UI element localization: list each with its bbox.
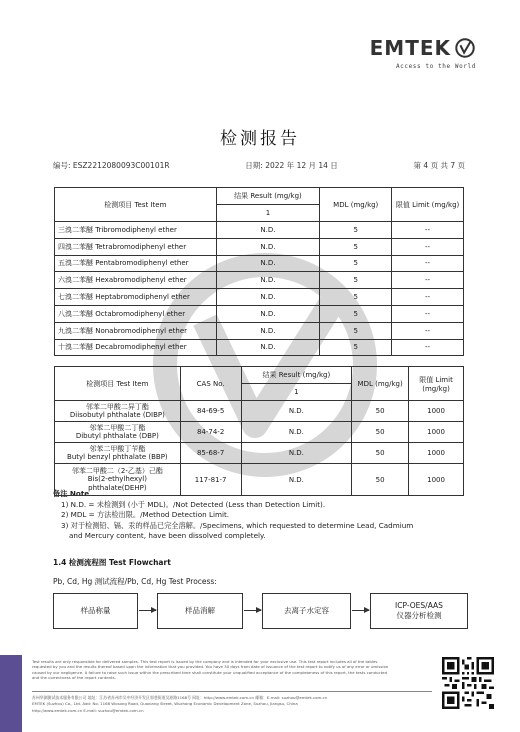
- result-cell: N.D.: [241, 443, 352, 464]
- header-mdl: MDL (mg/kg): [352, 367, 409, 401]
- footer-divider: [32, 691, 432, 692]
- footer-accent-bar: [0, 655, 22, 732]
- result-cell: N.D.: [241, 464, 352, 496]
- limit-cell: --: [392, 222, 464, 239]
- result-cell: N.D.: [216, 255, 320, 272]
- header-mdl: MDL (mg/kg): [320, 188, 392, 222]
- note-item: 2) MDL = 方法检出限。/Method Detection Limit.: [61, 510, 230, 519]
- header-cas: CAS No.: [180, 367, 241, 401]
- qr-code-icon: [442, 657, 494, 709]
- limit-cell: --: [392, 339, 464, 356]
- flowchart-title: 1.4 检测流程图 Test Flowchart: [53, 558, 171, 567]
- test-flowchart: [53, 593, 468, 633]
- result-cell: N.D.: [216, 339, 320, 356]
- table-row: [55, 464, 464, 496]
- limit-cell: --: [392, 322, 464, 339]
- result-cell: N.D.: [216, 238, 320, 255]
- table-row: [55, 222, 464, 239]
- mdl-cell: 50: [352, 443, 409, 464]
- flow-arrow: [244, 610, 261, 611]
- result-cell: N.D.: [216, 289, 320, 306]
- mdl-cell: 5: [320, 339, 392, 356]
- header-limit: 限值 Limit (mg/kg): [392, 188, 464, 222]
- test-item-cell: [55, 464, 181, 496]
- mdl-cell: 50: [352, 464, 409, 496]
- header-test-item: 检测项目 Test Item: [55, 367, 181, 401]
- flow-arrow: [139, 610, 156, 611]
- item-name-cn: 邻苯二甲酸二异丁酯: [85, 402, 149, 411]
- mdl-cell: 5: [320, 238, 392, 255]
- footer-disclaimer: Test results are only responsible for delivered samples. This test report is issued by the company and is intended for your exclusive use. This test report includes all of the tables requested by you and the results thereof based upon the information that you provided. You have 30 days from date of issuance of the test report to notify us of any error or omission caused by our negligence. A failure to raise such issue within the prescribed time shall constitute your unqualified acceptance of the completeness of this report, the tests conducted and the correctness of the report contents.: [32, 659, 389, 681]
- limit-cell: --: [392, 238, 464, 255]
- table-row: [55, 305, 464, 322]
- report-number: 编号: ESZ2212080093C00101R: [53, 161, 170, 170]
- table-row: [55, 255, 464, 272]
- test-item-cell: 四溴二苯醚 Tetrabromodiphenyl ether: [55, 238, 217, 255]
- test-item-cell: [55, 401, 181, 422]
- test-item-cell: 九溴二苯醚 Nonabromodiphenyl ether: [55, 322, 217, 339]
- limit-cell: --: [392, 255, 464, 272]
- mdl-cell: 50: [352, 401, 409, 422]
- test-item-cell: [55, 443, 181, 464]
- flow-step-digestion: 样品消解: [157, 593, 243, 629]
- mdl-cell: 5: [320, 322, 392, 339]
- brand-name: EMTEK: [369, 36, 451, 60]
- brand-tagline: Access to the World: [395, 63, 476, 70]
- process-label: Pb, Cd, Hg 测试流程/Pb, Cd, Hg Test Process:: [53, 577, 217, 586]
- test-item-cell: [55, 422, 181, 443]
- limit-cell: 1000: [409, 443, 464, 464]
- page-title: 检测报告: [220, 129, 300, 149]
- test-item-cell: 五溴二苯醚 Pentabromodiphenyl ether: [55, 255, 217, 272]
- cas-cell: 84-74-2: [180, 422, 241, 443]
- header-result-sample: 1: [241, 384, 352, 401]
- flow-step-weighing: 样品称量: [53, 593, 138, 629]
- limit-cell: --: [392, 289, 464, 306]
- table-row: [55, 339, 464, 356]
- result-cell: N.D.: [216, 322, 320, 339]
- note-item: 1) N.D. = 未检测到 (小于 MDL)。/Not Detected (Less than Detection Limit).: [61, 499, 326, 509]
- mdl-cell: 5: [320, 305, 392, 322]
- phthalate-results-table: [54, 366, 464, 496]
- header-logo: [326, 36, 476, 70]
- checkmark-logo-icon: [454, 37, 476, 59]
- mdl-cell: 5: [320, 255, 392, 272]
- mdl-cell: 5: [320, 272, 392, 289]
- item-name-en: Bis(2-ethylhexyl) phthalate(DEHP): [87, 475, 147, 492]
- report-date: 日期: 2022 年 12 月 14 日: [245, 161, 338, 170]
- mdl-cell: 5: [320, 289, 392, 306]
- cas-cell: 85-68-7: [180, 443, 241, 464]
- table-row: [55, 443, 464, 464]
- limit-cell: --: [392, 305, 464, 322]
- footer-contact: 苏州华测测试技术服务有限公司 地址：江苏省苏州市吴中经济开发区郭巷街道吴淞路1168号 网址：http://www.emtek.com.cn 邮箱：E-mail: suzhou@emtek.com.cn EMTEK (Suzhou) Co., Ltd. Add: No. 1168 Wusong Road, Guoxiang Street, Wuzhong Economic Development Zone, Suzhou, Jiangsu, China http://www.emtek.com.cn E-mail: suzhou@emtek.com.cn: [32, 695, 328, 713]
- table-row: [55, 322, 464, 339]
- notes-section: [53, 489, 413, 542]
- flow-arrow: [352, 610, 369, 611]
- limit-cell: 1000: [409, 422, 464, 443]
- item-name-cn: 邻苯二甲酸二丁酯: [89, 423, 146, 432]
- header-limit: 限值 Limit (mg/kg): [409, 367, 464, 401]
- page-footer: [0, 655, 520, 732]
- notes-heading: 备注 Note: [53, 489, 90, 498]
- flow-step-instrument-analysis: ICP-OES/AAS 仪器分析检测: [370, 593, 468, 629]
- page-number: 第 4 页 共 7 页: [413, 161, 465, 170]
- result-cell: N.D.: [241, 401, 352, 422]
- limit-cell: --: [392, 272, 464, 289]
- note-item: and Mercury content, have been dissolved completely.: [69, 531, 266, 540]
- header-test-item: 检测项目 Test Item: [55, 188, 217, 222]
- pbde-results-table: [54, 187, 464, 356]
- test-item-cell: 七溴二苯醚 Heptabromodiphenyl ether: [55, 289, 217, 306]
- limit-cell: 1000: [409, 464, 464, 496]
- table-row: [55, 289, 464, 306]
- item-name-cn: 邻苯二甲酸丁苄酯: [89, 444, 146, 453]
- header-result-sample: 1: [216, 205, 320, 222]
- item-name-en: Diisobutyl phthalate (DIBP): [69, 411, 165, 419]
- result-cell: N.D.: [216, 272, 320, 289]
- mdl-cell: 5: [320, 222, 392, 239]
- report-meta: [53, 160, 465, 171]
- header-result: 结果 Result (mg/kg): [241, 367, 352, 384]
- item-name-en: Dibutyl phthalate (DBP): [75, 432, 159, 440]
- result-cell: N.D.: [216, 305, 320, 322]
- result-cell: N.D.: [241, 422, 352, 443]
- test-item-cell: 十溴二苯醚 Decabromodiphenyl ether: [55, 339, 217, 356]
- item-name-cn: 邻苯二甲酸二（2-乙基）己酯: [71, 466, 163, 475]
- item-name-en: Butyl benzyl phthalate (BBP): [67, 453, 168, 461]
- table-row: [55, 272, 464, 289]
- table-row: [55, 422, 464, 443]
- limit-cell: 1000: [409, 401, 464, 422]
- header-result: 结果 Result (mg/kg): [216, 188, 320, 205]
- table-row: [55, 238, 464, 255]
- table-row: [55, 401, 464, 422]
- test-item-cell: 三溴二苯醚 Tribromodiphenyl ether: [55, 222, 217, 239]
- flow-step-dilution: 去离子水定容: [262, 593, 351, 629]
- cas-cell: 84-69-5: [180, 401, 241, 422]
- mdl-cell: 50: [352, 422, 409, 443]
- test-item-cell: 八溴二苯醚 Octabromodiphenyl ether: [55, 305, 217, 322]
- note-item: 3) 对于检测铅、镉、汞的样品已完全溶解。/Specimens, which requested to determine Lead, Cadmium: [61, 520, 414, 530]
- result-cell: N.D.: [216, 222, 320, 239]
- cas-cell: 117-81-7: [180, 464, 241, 496]
- test-item-cell: 六溴二苯醚 Hexabromodiphenyl ether: [55, 272, 217, 289]
